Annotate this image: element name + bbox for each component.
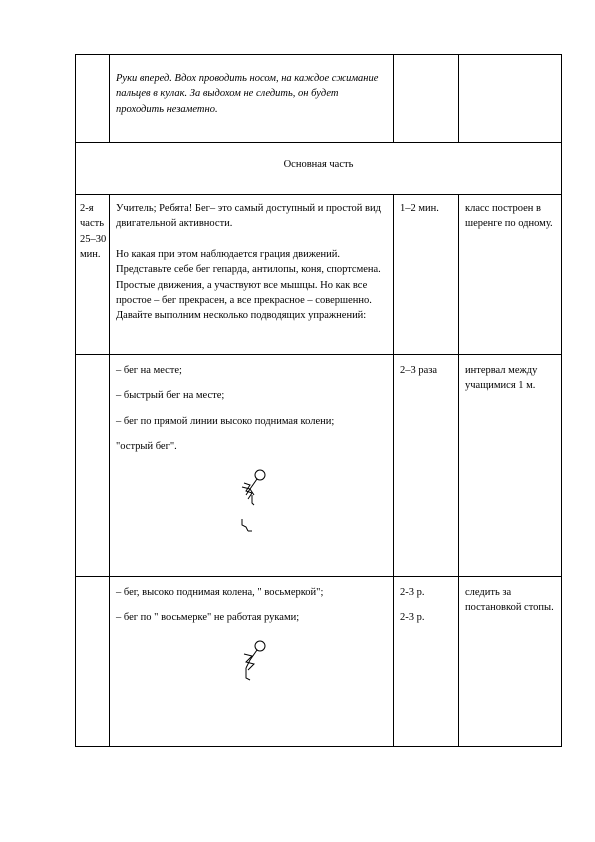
teacher-paragraph-1: Учитель; Ребята! Бег– это самый доступный и простой вид двигательной активности. bbox=[116, 203, 384, 230]
intro-text: Руки вперед. Вдох проводить носом, на каждое сжимание пальцев в кулак. За выдохом не следить, он будет проходить незаметно. bbox=[116, 73, 382, 115]
dose-value: 2-3 р. bbox=[400, 587, 425, 598]
cell-running-dose bbox=[394, 355, 459, 577]
cell-eight-dose bbox=[394, 577, 459, 747]
table-row-section bbox=[76, 143, 562, 195]
cell-part-empty bbox=[76, 355, 110, 577]
running-figure-illustration bbox=[236, 636, 276, 696]
running-figure-illustration bbox=[236, 465, 276, 545]
cell-part-empty bbox=[76, 55, 110, 143]
cell-intro-text bbox=[110, 55, 394, 143]
note-text: интервал между учащимися 1 м. bbox=[465, 365, 540, 392]
table-row-intro bbox=[76, 55, 562, 143]
cell-teacher-text bbox=[110, 195, 394, 355]
note-text: следить за постановкой стопы. bbox=[465, 587, 554, 614]
cell-section-title bbox=[76, 143, 562, 195]
section-title: Основная часть bbox=[283, 159, 354, 170]
cell-running-list bbox=[110, 355, 394, 577]
note-text: класс построен в шеренге по одному. bbox=[465, 203, 553, 230]
cell-note bbox=[459, 195, 562, 355]
table-row-running bbox=[76, 355, 562, 577]
table-row-figure-eight bbox=[76, 577, 562, 747]
cell-note-empty bbox=[459, 55, 562, 143]
dose-value: 2-3 р. bbox=[400, 612, 425, 624]
lesson-plan-table bbox=[75, 54, 562, 747]
cell-part-empty bbox=[76, 577, 110, 747]
cell-eight-list bbox=[110, 577, 394, 747]
part-label: 2-я часть 25–30 мин. bbox=[80, 203, 109, 261]
dose-value: 2–3 раза bbox=[400, 365, 438, 376]
list-item: – бег по " восьмерке" не работая руками; bbox=[116, 612, 300, 624]
cell-running-note bbox=[459, 355, 562, 577]
list-item: – быстрый бег на месте; bbox=[116, 390, 225, 402]
cell-part bbox=[76, 195, 110, 355]
dose-value: 1–2 мин. bbox=[400, 203, 439, 214]
cell-dose-empty bbox=[394, 55, 459, 143]
cell-eight-note bbox=[459, 577, 562, 747]
table-row-main bbox=[76, 195, 562, 355]
teacher-paragraph-2: Но какая при этом наблюдается грация движений. Представьте себе бег гепарда, антилопы, коня, спортсмена. Простые движения, а участвуют все мышцы. Но как все простое – бег прекрасен, а все прекрасное – совершенно. Давайте выполним несколько подводящих упражнений: bbox=[116, 248, 384, 322]
cell-dose bbox=[394, 195, 459, 355]
list-item: "острый бег". bbox=[116, 441, 177, 453]
list-item: – бег по прямой линии высоко поднимая колени; bbox=[116, 415, 335, 427]
list-item: – бег на месте; bbox=[116, 365, 182, 376]
list-item: – бег, высоко поднимая колена, " восьмеркой"; bbox=[116, 587, 324, 598]
